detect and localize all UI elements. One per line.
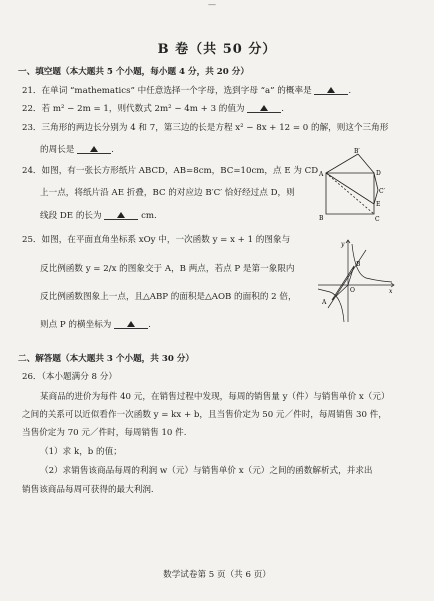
answer-blank-23 xyxy=(77,144,111,154)
question-26-sub2-line1: （2）求销售该商品每周的利润 w（元）与销售单价 x（元）之间的函数解析式，并求出 xyxy=(40,466,373,476)
answer-blank-21 xyxy=(314,85,348,95)
diagonal-dashed xyxy=(326,173,374,214)
label-e: E xyxy=(376,201,381,208)
label-b-prime: B′ xyxy=(354,148,360,155)
question-21: 21．在单词 “mathematics” 中任意选择一个字母，选到字母 “a” 的概率是 . xyxy=(22,86,352,96)
triangle-icon xyxy=(117,212,125,218)
answer-blank-25 xyxy=(114,319,148,329)
question-26-para1: 某商品的进价为每件 40 元，在销售过程中发现，每周的销售量 y（件）与销售单价 x（元） xyxy=(40,392,390,402)
question-25-text: 则点 P 的横坐标为 xyxy=(40,320,112,330)
figure-25 xyxy=(314,238,396,324)
section1-heading: 一、填空题（本大题共 5 个小题，每小题 4 分，共 20 分） xyxy=(18,67,249,77)
question-25-line3: 反比例函数图象上一点，且△ABP 的面积是△AOB 的面积的 2 倍， xyxy=(40,292,297,302)
question-26-para3: 当售价定为 70 元／件时，每周销售 10 件. xyxy=(22,428,187,438)
label-point-b: B xyxy=(356,261,361,268)
fold-line-ae xyxy=(326,173,374,204)
question-24-text: 线段 DE 的长为 xyxy=(40,211,102,221)
label-a: A xyxy=(319,171,324,178)
triangle-icon xyxy=(90,146,98,152)
question-23-line1: 23．三角形的两边长分别为 4 和 7，第三边的长是方程 x² − 8x + 12 = 0 的解，则这个三角形 xyxy=(22,123,389,133)
question-26-sub1: （1）求 k，b 的值； xyxy=(40,447,122,457)
section2-heading: 二、解答题（本大题共 3 个小题，共 30 分） xyxy=(18,354,195,364)
label-d: D xyxy=(376,170,381,177)
answer-blank-24 xyxy=(104,210,138,220)
question-25-line1: 25．如图，在平面直角坐标系 xOy 中，一次函数 y = x + 1 的图象与 xyxy=(22,235,291,245)
triangle-icon xyxy=(327,87,335,93)
question-26-heading: 26．（本小题满分 8 分） xyxy=(22,372,117,382)
segment-ab xyxy=(332,266,354,300)
question-22-text: 22．若 m² − 2m = 1，则代数式 2m² − 4m + 3 的值为 xyxy=(22,104,245,114)
answer-blank-22 xyxy=(247,103,281,113)
fold-edge-ab-prime xyxy=(326,154,358,173)
label-c: C xyxy=(375,216,380,223)
label-b: B xyxy=(319,215,324,222)
header-mark: — xyxy=(208,0,216,9)
page-title: B 卷（共 50 分） xyxy=(157,42,277,57)
figure-24 xyxy=(316,148,392,224)
question-22: 22．若 m² − 2m = 1，则代数式 2m² − 4m + 3 的值为 . xyxy=(22,104,285,114)
question-24-line2: 上一点，将纸片沿 AE 折叠，BC 的对应边 B′C′ 恰好经过点 D，则 xyxy=(40,188,295,198)
label-origin: O xyxy=(350,287,355,294)
question-23-text: 的周长是 xyxy=(40,145,75,155)
question-24-unit: cm. xyxy=(141,211,157,221)
label-point-a: A xyxy=(322,299,327,306)
label-y-axis: y xyxy=(341,241,345,248)
question-21-text: 21．在单词 “mathematics” 中任意选择一个字母，选到字母 “a” 的概率是 xyxy=(22,86,312,96)
label-x-axis: x xyxy=(389,288,393,295)
fold-edge-b-prime-c-prime xyxy=(358,154,374,173)
question-25-line2: 反比例函数 y = 2/x 的图象交于 A，B 两点，若点 P 是第一象限内 xyxy=(40,264,295,274)
line-y-equals-x-plus-1 xyxy=(328,250,366,308)
triangle-icon xyxy=(260,105,268,111)
question-24-line1: 24．如图，有一张长方形纸片 ABCD，AB=8cm，BC=10cm，点 E 为 CD xyxy=(22,166,319,176)
question-26-para2: 之间的关系可以近似看作一次函数 y = kx + b，且当售价定为 50 元／件时，每周销售 30 件， xyxy=(22,410,387,420)
question-26-sub2-line2: 销售该商品每周可获得的最大利润. xyxy=(22,485,154,495)
question-24-line3 xyxy=(40,210,157,222)
question-23-line2: 的周长是 . xyxy=(40,145,114,155)
label-c-prime: C′ xyxy=(379,188,385,195)
triangle-icon xyxy=(127,321,135,327)
page-footer: 数学试卷第 5 页（共 6 页） xyxy=(163,570,271,580)
question-25-line4: 则点 P 的横坐标为 . xyxy=(40,320,151,330)
